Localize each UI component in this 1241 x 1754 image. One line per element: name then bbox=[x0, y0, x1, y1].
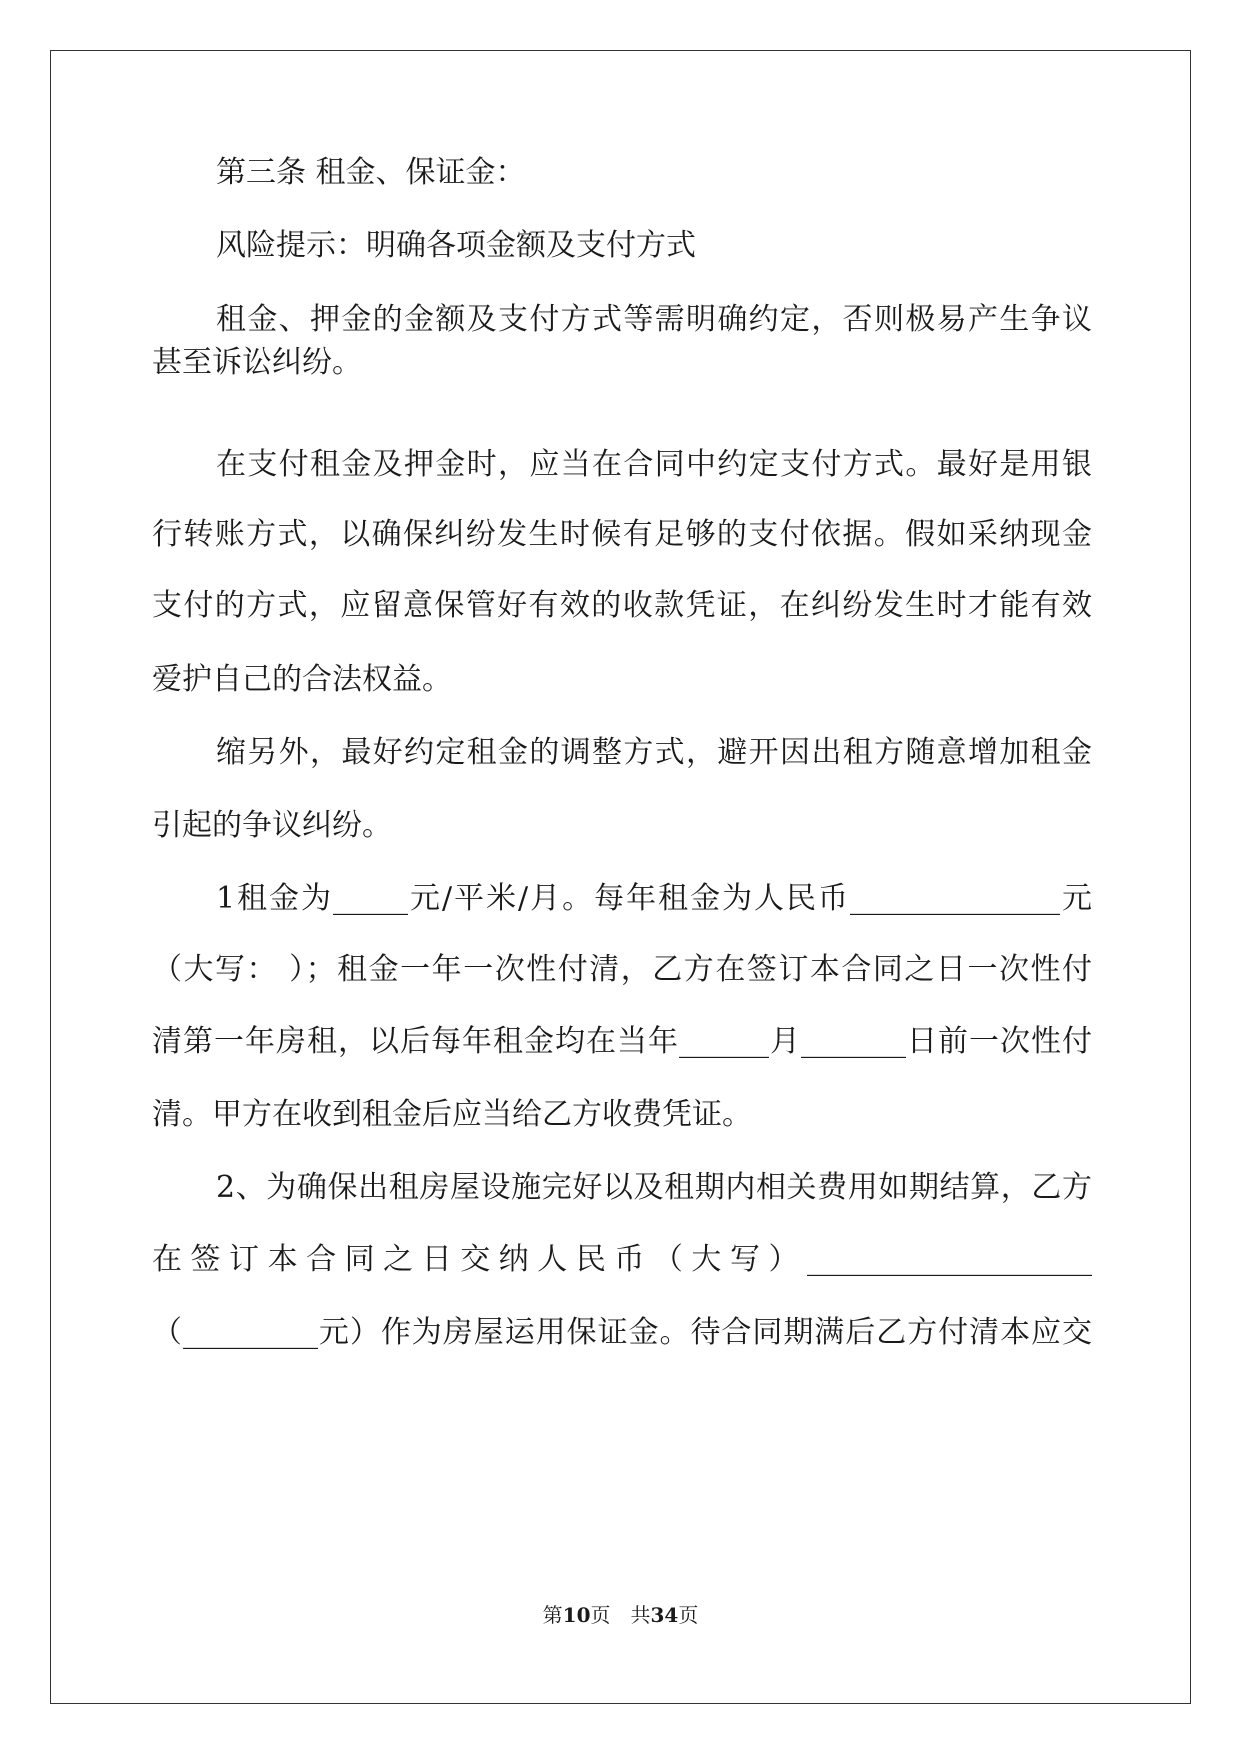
footer-mid: 页 共 bbox=[590, 1603, 651, 1627]
paragraph-line: 支付的方式，应留意保管好有效的收款凭证，在纠纷发生时才能有效 bbox=[152, 588, 1092, 623]
paragraph-line: 在签订本合同之日交纳人民币（大写）___________________ bbox=[152, 1242, 1092, 1277]
paragraph-line: 清第一年房租，以后每年租金均在当年______月_______日前一次性付 bbox=[152, 1024, 1092, 1059]
paragraph-line: （大写： ）；租金一年一次性付清，乙方在签订本合同之日一次性付 bbox=[152, 952, 1092, 987]
paragraph-line: 1租金为_____元/平米/月。每年租金为人民币______________元 bbox=[216, 881, 1092, 916]
paragraph-line: 租金、押金的金额及支付方式等需明确约定，否则极易产生争议 bbox=[216, 302, 1092, 337]
footer-suffix: 页 bbox=[678, 1603, 699, 1627]
paragraph-line: 引起的争议纠纷。 bbox=[152, 808, 392, 843]
paragraph-line: 清。甲方在收到租金后应当给乙方收费凭证。 bbox=[152, 1097, 752, 1132]
paragraph-line: 缩另外，最好约定租金的调整方式，避开因出租方随意增加租金 bbox=[216, 735, 1092, 770]
page-number: 10 bbox=[562, 1603, 591, 1627]
risk-tip: 风险提示：明确各项金额及支付方式 bbox=[216, 228, 696, 263]
paragraph-line: （_________元）作为房屋运用保证金。待合同期满后乙方付清本应交 bbox=[152, 1315, 1092, 1350]
page-border bbox=[50, 50, 1191, 1704]
total-pages: 34 bbox=[650, 1603, 679, 1627]
page-footer bbox=[0, 1602, 1241, 1628]
paragraph-line: 爱护自己的合法权益。 bbox=[152, 662, 452, 697]
paragraph-line: 在支付租金及押金时，应当在合同中约定支付方式。最好是用银 bbox=[216, 447, 1092, 482]
article-heading: 第三条 租金、保证金： bbox=[216, 155, 526, 190]
paragraph-line: 行转账方式，以确保纠纷发生时候有足够的支付依据。假如采纳现金 bbox=[152, 517, 1092, 552]
paragraph-line: 2、为确保出租房屋设施完好以及租期内相关费用如期结算，乙方 bbox=[216, 1170, 1092, 1205]
footer-prefix: 第 bbox=[542, 1603, 563, 1627]
paragraph-line: 甚至诉讼纠纷。 bbox=[152, 345, 362, 380]
